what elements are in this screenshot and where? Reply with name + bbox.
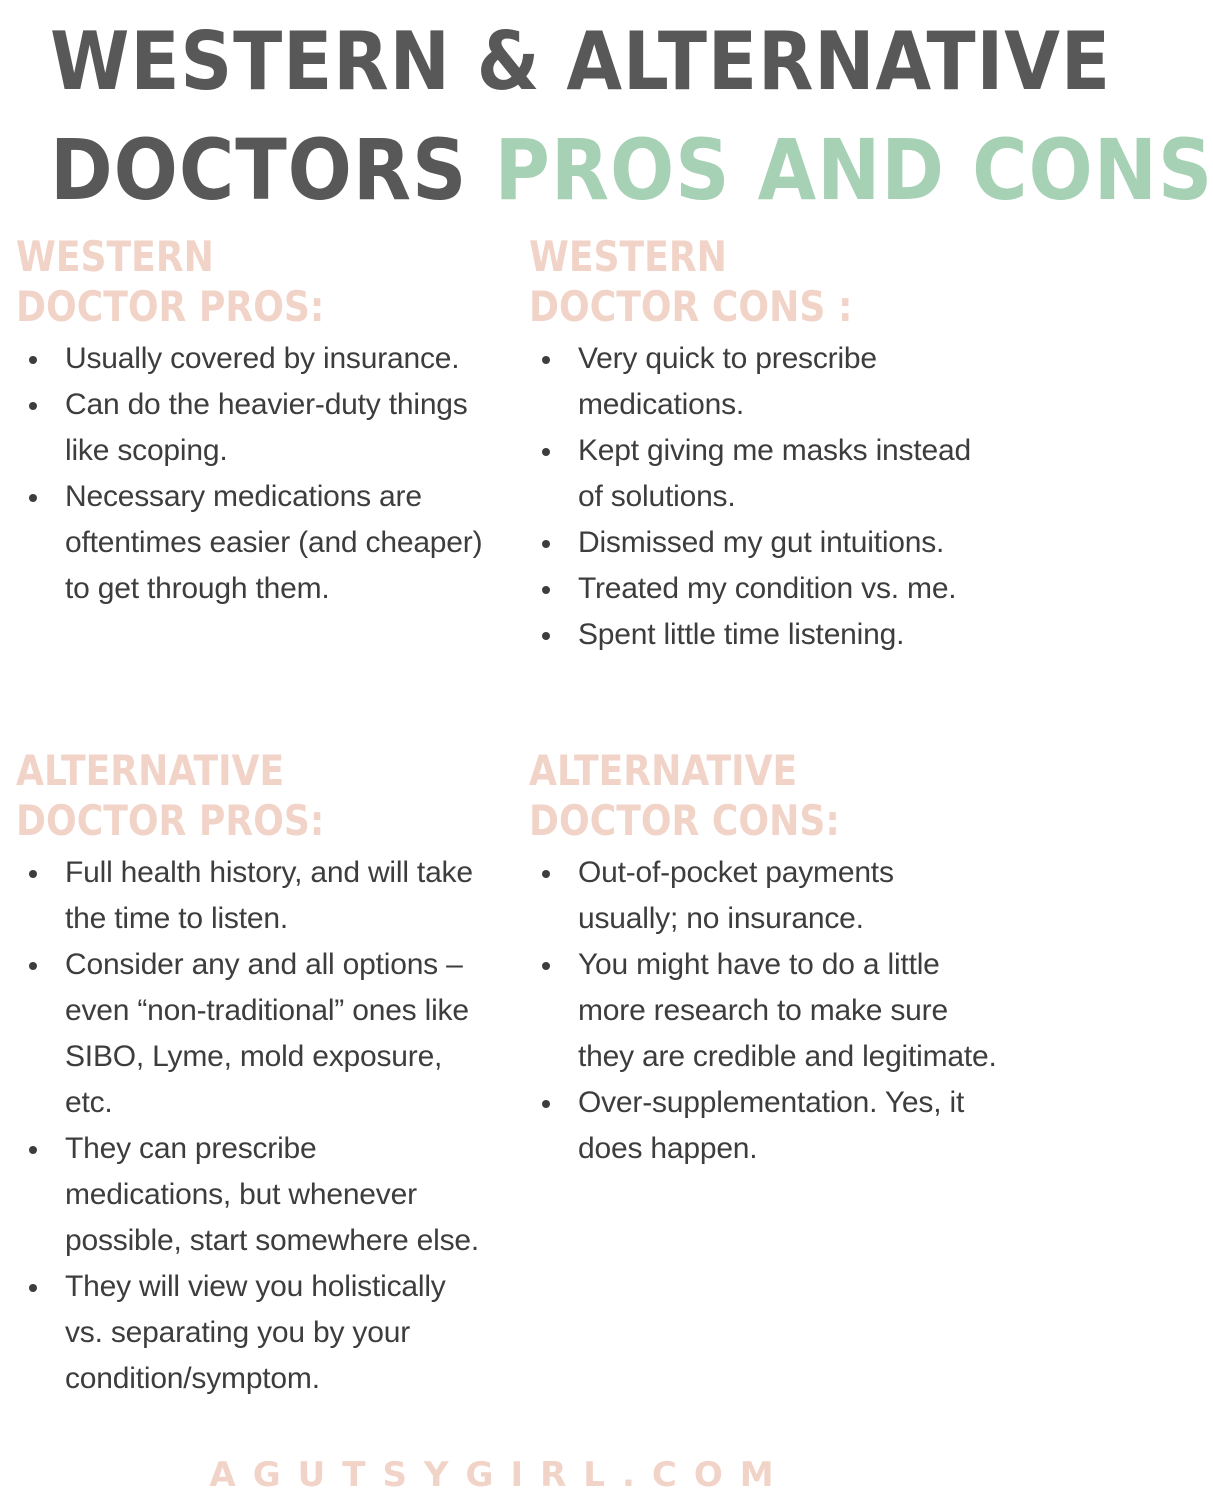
list-item-text: They can prescribe medications, but whenever possible, start somewhere else.	[65, 1132, 479, 1257]
list-item-text: They will view you holistically vs. separating you by your condition/symptom.	[65, 1270, 446, 1395]
list-item	[16, 336, 486, 382]
list-item-text: Usually covered by insurance.	[65, 342, 460, 375]
western-cons-list	[529, 336, 999, 658]
bullet-dot-icon	[29, 1284, 37, 1292]
list-item-text: Spent little time listening.	[578, 618, 905, 651]
western-pros-heading-line-1: WESTERN	[16, 232, 214, 281]
list-item-text: Dismissed my gut intuitions.	[578, 526, 945, 559]
list-item-text: Can do the heavier-duty things like scoping.	[65, 388, 468, 467]
list-item-text: Out-of-pocket payments usually; no insurance.	[578, 856, 894, 935]
list-item-text: Treated my condition vs. me.	[578, 572, 957, 605]
alternative-cons-section	[529, 746, 999, 1172]
bullet-dot-icon	[542, 448, 550, 456]
list-item-text: Full health history, and will take the time to listen.	[65, 856, 473, 935]
list-item	[529, 612, 999, 658]
bullet-dot-icon	[542, 540, 550, 548]
western-pros-section	[16, 232, 486, 612]
bullet-dot-icon	[29, 1146, 37, 1154]
alternative-cons-list	[529, 850, 999, 1172]
list-item	[16, 1264, 486, 1402]
alternative-pros-heading	[16, 746, 420, 846]
page-title-line-1: WESTERN & ALTERNATIVE	[50, 15, 1111, 108]
western-pros-heading	[16, 232, 420, 332]
list-item	[529, 850, 999, 942]
bullet-dot-icon	[29, 870, 37, 878]
list-item	[529, 942, 999, 1080]
western-cons-heading-line-1: WESTERN	[529, 232, 727, 281]
western-cons-heading-line-2: DOCTOR CONS :	[529, 282, 853, 331]
western-cons-heading	[529, 232, 933, 332]
site-footer: AGUTSYGIRL.COM	[209, 1455, 791, 1495]
list-item-text: Consider any and all options – even “non-traditional” ones like SIBO, Lyme, mold exposure, etc.	[65, 948, 469, 1119]
list-item-text: Over-supplementation. Yes, it does happen.	[578, 1086, 965, 1165]
list-item	[16, 1126, 486, 1264]
list-item	[529, 336, 999, 428]
list-item	[16, 942, 486, 1126]
list-item-text: Very quick to prescribe medications.	[578, 342, 877, 421]
bullet-dot-icon	[542, 356, 550, 364]
alternative-pros-heading-line-1: ALTERNATIVE	[16, 746, 285, 795]
bullet-dot-icon	[29, 962, 37, 970]
list-item	[16, 382, 486, 474]
bullet-dot-icon	[542, 962, 550, 970]
list-item	[529, 1080, 999, 1172]
western-cons-section	[529, 232, 999, 658]
page-title-line-2	[50, 120, 1213, 220]
alternative-cons-heading-line-1: ALTERNATIVE	[529, 746, 798, 795]
list-item	[529, 520, 999, 566]
page-title-accent: PROS AND CONS	[494, 121, 1213, 219]
bullet-dot-icon	[542, 870, 550, 878]
list-item-text: You might have to do a little more research to make sure they are credible and legitimate.	[578, 948, 997, 1073]
alternative-cons-heading-line-2: DOCTOR CONS:	[529, 796, 840, 845]
bullet-dot-icon	[542, 586, 550, 594]
alternative-pros-list	[16, 850, 486, 1402]
list-item	[16, 474, 486, 612]
list-item	[16, 850, 486, 942]
bullet-dot-icon	[542, 632, 550, 640]
list-item	[529, 428, 999, 520]
list-item-text: Kept giving me masks instead of solutions.	[578, 434, 971, 513]
bullet-dot-icon	[29, 494, 37, 502]
list-item	[529, 566, 999, 612]
alternative-pros-section	[16, 746, 486, 1402]
western-pros-list	[16, 336, 486, 612]
western-pros-heading-line-2: DOCTOR PROS:	[16, 282, 325, 331]
bullet-dot-icon	[29, 356, 37, 364]
list-item-text: Necessary medications are oftentimes easier (and cheaper) to get through them.	[65, 480, 483, 605]
bullet-dot-icon	[29, 402, 37, 410]
alternative-cons-heading	[529, 746, 933, 846]
alternative-pros-heading-line-2: DOCTOR PROS:	[16, 796, 325, 845]
bullet-dot-icon	[542, 1100, 550, 1108]
page-title-main: DOCTORS	[50, 121, 468, 219]
